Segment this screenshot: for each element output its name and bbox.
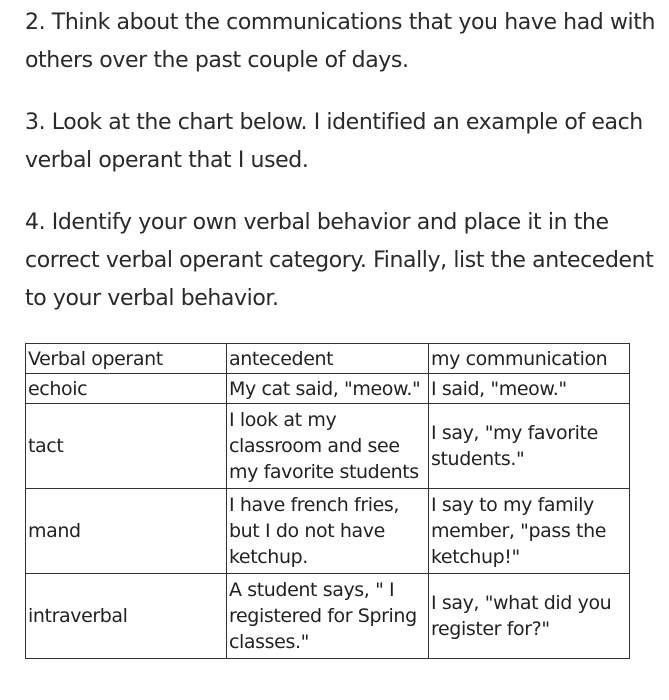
antecedent-cell: I have french fries, but I do not have ketchup.: [227, 489, 429, 574]
header-verbal-operant: Verbal operant: [26, 344, 227, 374]
table-row: [26, 404, 630, 489]
header-antecedent: antecedent: [227, 344, 429, 374]
operant-cell: mand: [26, 489, 227, 574]
instruction-step-2: 2. Think about the communications that you have had with others over the past couple of days.: [25, 10, 656, 73]
operant-cell: tact: [26, 404, 227, 489]
communication-cell: I said, "meow.": [429, 374, 630, 404]
communication-cell: I say to my family member, "pass the ketchup!": [429, 489, 630, 574]
instructions: [25, 4, 665, 342]
antecedent-cell: I look at my classroom and see my favorite students: [227, 404, 429, 489]
table-row: [26, 374, 630, 404]
table-row: [26, 489, 630, 574]
instruction-step-4: 4. Identify your own verbal behavior and place it in the correct verbal operant category. Finally, list the antecedent to your verbal behavior.: [25, 210, 654, 311]
instruction-step-3: 3. Look at the chart below. I identified an example of each verbal operant that I used.: [25, 110, 643, 173]
header-my-communication: my communication: [429, 344, 630, 374]
communication-cell: I say, "my favorite students.": [429, 404, 630, 489]
table-header-row: [26, 344, 630, 374]
operant-cell: intraverbal: [26, 574, 227, 659]
antecedent-cell: My cat said, "meow.": [227, 374, 429, 404]
table-row: [26, 574, 630, 659]
operant-cell: echoic: [26, 374, 227, 404]
communication-cell: I say, "what did you register for?": [429, 574, 630, 659]
verbal-operant-table: [25, 343, 630, 659]
antecedent-cell: A student says, " I registered for Spring classes.": [227, 574, 429, 659]
